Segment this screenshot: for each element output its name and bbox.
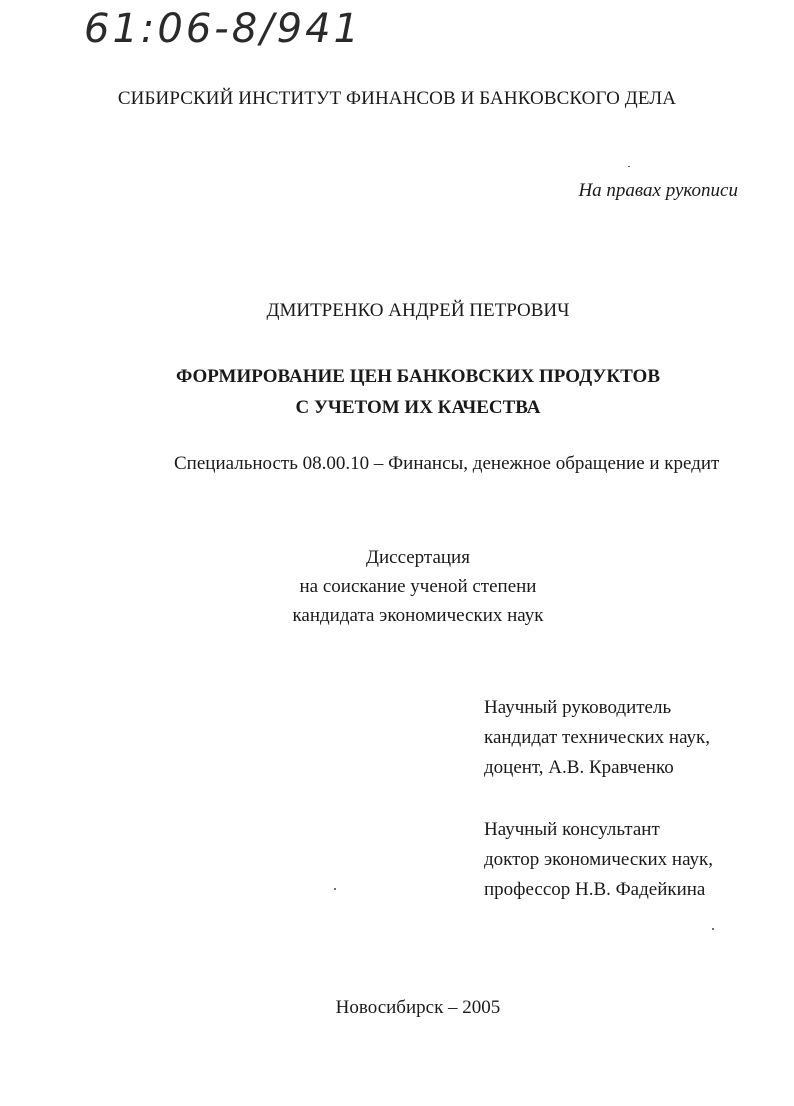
dissertation-description <box>0 543 794 630</box>
institute-name: СИБИРСКИЙ ИНСТИТУТ ФИНАНСОВ И БАНКОВСКОГО ДЕЛА <box>117 88 677 109</box>
supervisor-degree: кандидат технических наук, <box>484 727 711 748</box>
scan-speck <box>334 888 336 890</box>
dissertation-title <box>0 361 794 423</box>
scientific-supervisor <box>484 693 710 783</box>
dissertation-line-3: кандидата экономических наук <box>292 605 544 626</box>
scientific-consultant <box>484 815 713 905</box>
dissertation-line-2: на соискание ученой степени <box>299 576 537 597</box>
title-line-2: С УЧЕТОМ ИХ КАЧЕСТВА <box>295 397 541 418</box>
handwritten-catalog-stamp <box>82 2 392 50</box>
specialty-line: Специальность 08.00.10 – Финансы, денежное обращение и кредит <box>174 453 720 474</box>
supervisor-role: Научный руководитель <box>484 697 672 718</box>
stamp-text: 61:06-8/941 <box>84 6 362 50</box>
dissertation-line-1: Диссертация <box>366 547 470 568</box>
author-name: ДМИТРЕНКО АНДРЕЙ ПЕТРОВИЧ <box>266 300 570 321</box>
scan-speck <box>628 166 630 167</box>
city-and-year: Новосибирск – 2005 <box>335 997 501 1018</box>
supervisor-name: доцент, А.В. Кравченко <box>484 757 674 778</box>
consultant-role: Научный консультант <box>484 819 660 840</box>
consultant-name: профессор Н.В. Фадейкина <box>484 879 706 900</box>
manuscript-rights-note: На правах рукописи <box>578 180 738 201</box>
scan-speck <box>712 928 714 930</box>
consultant-degree: доктор экономических наук, <box>484 849 714 870</box>
title-line-1: ФОРМИРОВАНИЕ ЦЕН БАНКОВСКИХ ПРОДУКТОВ <box>175 366 661 387</box>
